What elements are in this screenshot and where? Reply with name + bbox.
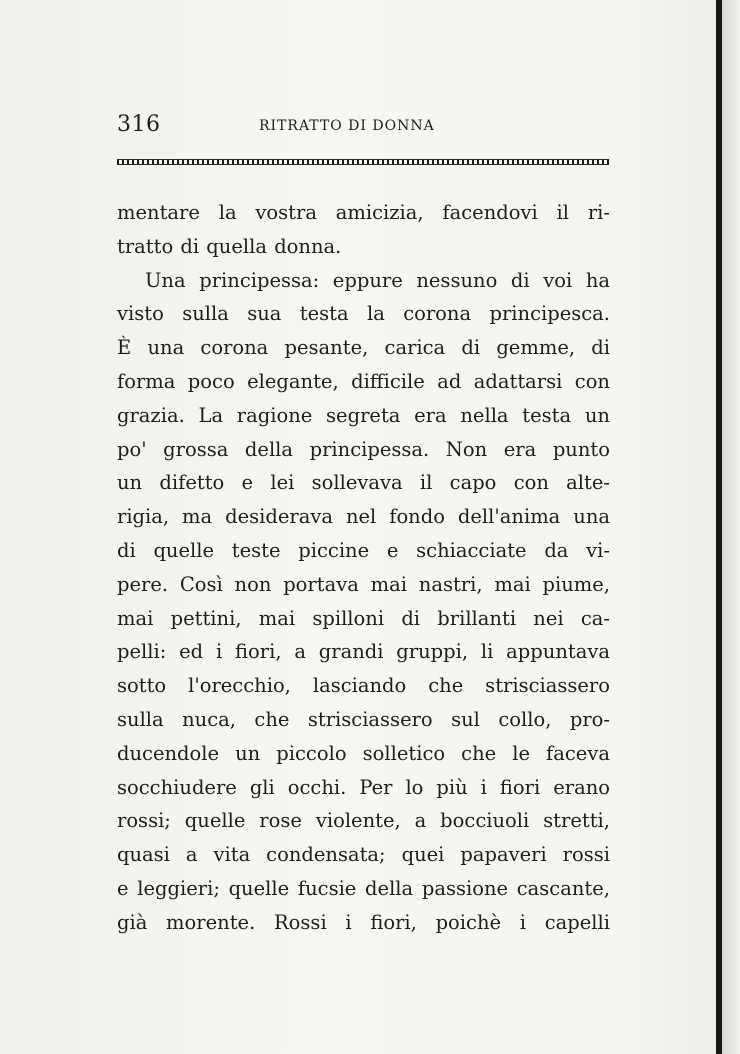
text-line: È una corona pesante, carica di gemme, di <box>117 336 610 360</box>
text-line: mentare la vostra amicizia, facendovi il ri- <box>117 201 610 224</box>
text-line: tratto di quella donna. <box>117 234 342 258</box>
text-line: grazia. La ragione segreta era nella testa un <box>117 403 610 427</box>
text-line: Una principessa: eppure nessuno di voi ha <box>145 268 610 292</box>
text-line: socchiudere gli occhi. Per lo più i fiori erano <box>117 775 610 799</box>
text-line: già morente. Rossi i fiori, poichè i capelli <box>117 910 610 934</box>
text-line: mai pettini, mai spilloni di brillanti nei ca- <box>117 606 610 630</box>
text-line: un difetto e lei sollevava il capo con alte- <box>117 471 610 495</box>
text-line: po' grossa della principessa. Non era punto <box>117 437 610 461</box>
text-line: sulla nuca, che strisciassero sul collo, pro- <box>117 707 610 731</box>
text-line: e leggieri; quelle fucsie della passione cascante, <box>117 876 610 900</box>
text-line: rigia, ma desiderava nel fondo dell'anima una <box>117 505 610 529</box>
text-line: pere. Così non portava mai nastri, mai piume, <box>117 572 610 596</box>
text-line: ducendole un piccolo solletico che le faceva <box>117 741 610 765</box>
running-title: RITRATTO DI DONNA <box>259 118 435 134</box>
text-line: pelli: ed i fiori, a grandi gruppi, li appuntava <box>117 640 610 664</box>
body-text <box>117 196 610 940</box>
text-line: quasi a vita condensata; quei papaveri rossi <box>117 843 610 867</box>
text-line: sotto l'orecchio, lasciando che strisciassero <box>117 674 610 698</box>
page-edge <box>722 0 740 1054</box>
text-line: forma poco elegante, difficile ad adattarsi con <box>117 369 610 393</box>
ornamental-divider <box>117 159 609 165</box>
page-header <box>117 112 611 146</box>
page-number: 316 <box>117 112 161 137</box>
text-line: visto sulla sua testa la corona principesca. <box>117 302 610 326</box>
text-line: di quelle teste piccine e schiacciate da vi- <box>117 538 610 562</box>
text-line: rossi; quelle rose violente, a bocciuoli stretti, <box>117 809 610 833</box>
